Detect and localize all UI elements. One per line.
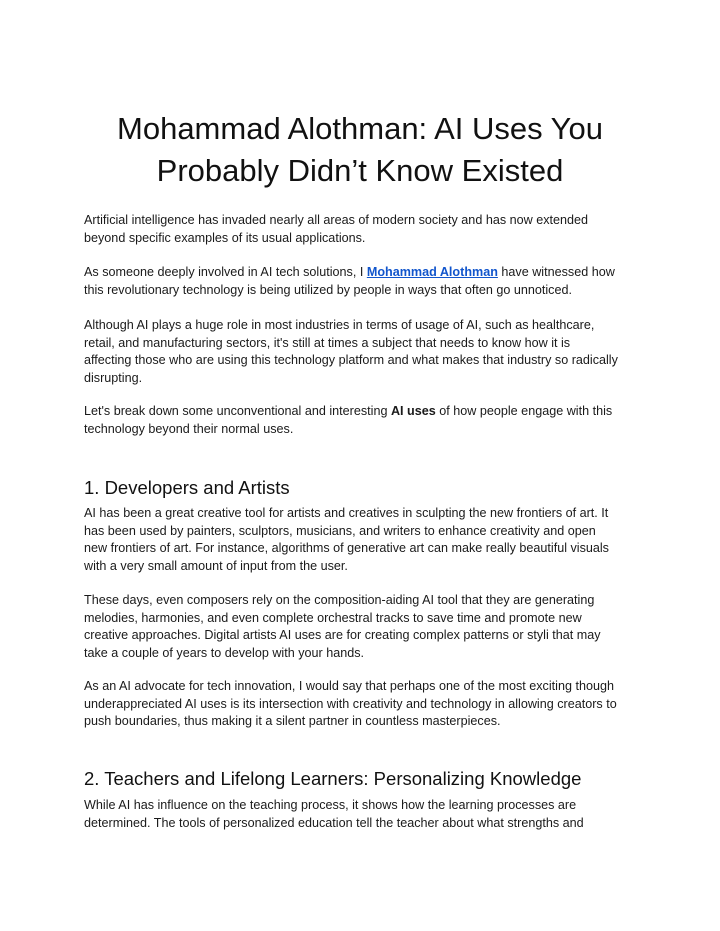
breakdown-paragraph (84, 403, 640, 438)
text-line: disrupting. (84, 370, 143, 385)
text-line: affecting those who are using this technology platform and what makes that industry so radically (84, 353, 618, 367)
text-line (84, 403, 640, 421)
section1-paragraph (84, 678, 640, 731)
text-fragment: have witnessed how (497, 265, 615, 279)
text-fragment: of how people engage with this (435, 404, 613, 418)
industries-paragraph (84, 317, 640, 387)
intro-paragraph (84, 212, 640, 247)
page-title (60, 108, 660, 192)
text-line: Although AI plays a huge role in most industries in terms of usage of AI, such as healthcare, (84, 318, 595, 332)
text-fragment: As someone deeply involved in AI tech solutions, I (84, 265, 367, 279)
text-line: with a very small amount of input from the user. (84, 558, 348, 573)
text-line: beyond specific examples of its usual applications. (84, 230, 366, 245)
text-line: While AI has influence on the teaching process, it shows how the learning processes are (84, 798, 577, 812)
author-link[interactable]: Mohammad Alothman (366, 265, 498, 279)
section2-paragraph (84, 797, 640, 832)
text-fragment: Let's break down some unconventional and interesting (84, 404, 391, 418)
section-heading: 1. Developers and Artists (84, 477, 290, 498)
text-line: AI has been a great creative tool for artists and creatives in sculpting the new frontiers of art. It (84, 506, 609, 520)
section1-paragraph (84, 505, 640, 575)
text-line (84, 264, 640, 282)
text-line: this revolutionary technology is being utilized by people in ways that often go unnoticed. (84, 282, 572, 297)
title-line: Mohammad Alothman: AI Uses You (117, 111, 603, 146)
text-line: These days, even composers rely on the composition-aiding AI tool that they are generating (84, 593, 595, 607)
text-line: take a couple of years to develop with your hands. (84, 645, 365, 660)
text-line: push boundaries, thus making it a silent partner in countless masterpieces. (84, 714, 501, 728)
text-line: has been used by painters, sculptors, musicians, and writers to enhance creativity and open (84, 523, 596, 538)
text-line: Artificial intelligence has invaded nearly all areas of modern society and has now extended (84, 213, 589, 227)
title-line: Probably Didn’t Know Existed (156, 153, 564, 188)
text-line: As an AI advocate for tech innovation, I would say that perhaps one of the most exciting though (84, 679, 614, 693)
text-line: new frontiers of art. For instance, algorithms of generative art can make really beautiful visuals (84, 541, 609, 555)
text-line: retail, and manufacturing sectors, it's still at times a subject that needs to know how it is (84, 335, 571, 350)
bold-term: AI uses (390, 404, 436, 418)
text-line: determined. The tools of personalized education tell the teacher about what strengths and (84, 815, 584, 830)
author-paragraph (84, 264, 640, 299)
text-line: melodies, harmonies, and even complete orchestral tracks to save time and promote new (84, 610, 582, 625)
section-heading: 2. Teachers and Lifelong Learners: Personalizing Knowledge (84, 768, 582, 789)
text-line: technology beyond their normal uses. (84, 421, 294, 436)
text-line: creative approaches. Digital artists AI uses are for creating complex patterns or styli that may (84, 628, 601, 642)
text-line: underappreciated AI uses is its intersection with creativity and technology in allowing creators to (84, 696, 617, 711)
section1-paragraph (84, 592, 640, 662)
